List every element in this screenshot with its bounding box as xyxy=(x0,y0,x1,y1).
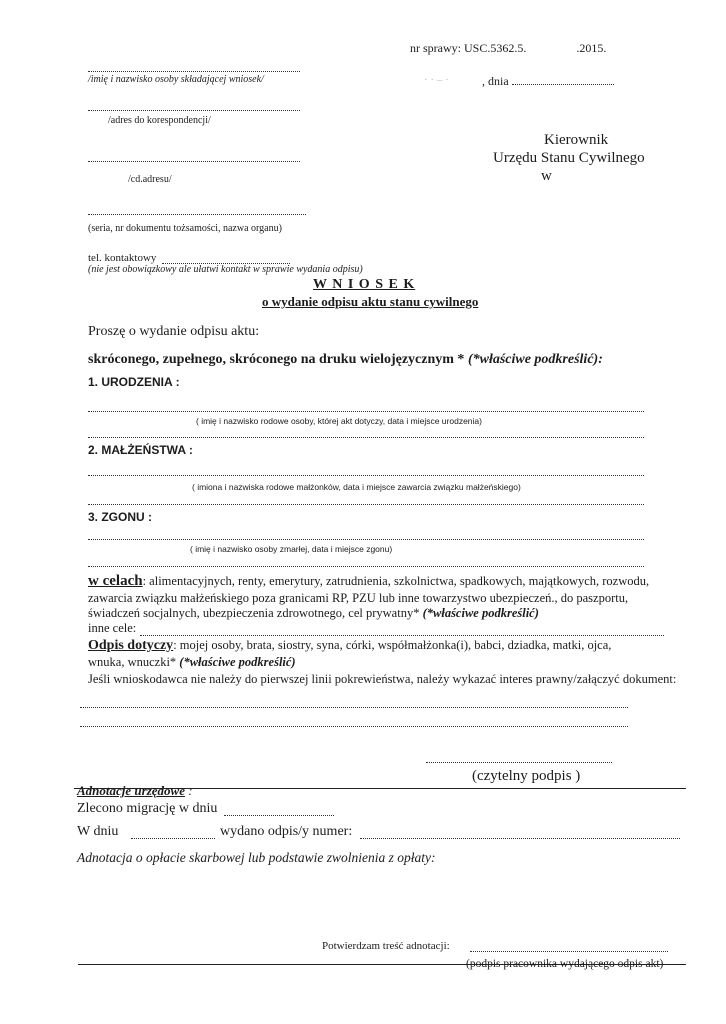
section-marriage-hint: ( imiona i nazwiska rodowe małżonków, data i miejsce zawarcia związku małżeńskiego) xyxy=(192,482,521,492)
legal-interest-line2[interactable] xyxy=(80,725,628,727)
section-birth-hint: ( imię i nazwisko rodowe osoby, której akt dotyczy, data i miejsce urodzenia) xyxy=(196,416,482,426)
addressee-line1: Kierownik xyxy=(544,132,609,148)
confirm-line[interactable] xyxy=(470,950,668,952)
concerns-row2 xyxy=(88,655,296,670)
fee-note: Adnotacja o opłacie skarbowej lub podstawie zwolnienia z opłaty: xyxy=(77,850,436,865)
copy-types-text: skróconego, zupełnego, skróconego na druku wielojęzycznym * xyxy=(88,352,465,367)
signature-line[interactable] xyxy=(426,761,612,763)
document-subtitle: o wydanie odpisu aktu stanu cywilnego xyxy=(262,294,479,309)
confirm-label: Potwierdzam treść adnotacji: xyxy=(322,940,450,952)
concerns-row1 xyxy=(88,638,611,654)
addressee-line3: w xyxy=(541,168,552,184)
signature-label: (czytelny podpis ) xyxy=(472,768,581,784)
addressee-line2: Urzędu Stanu Cywilnego xyxy=(493,150,645,166)
date-line[interactable] xyxy=(512,83,614,85)
section-birth-title: 1. URODZENIA : xyxy=(88,375,180,389)
purpose-label: w celach xyxy=(88,573,143,589)
address-cont-line[interactable] xyxy=(88,160,300,162)
migration-label: Zlecono migrację w dniu xyxy=(77,801,218,816)
purpose-line2: zawarcia związku małżeńskiego poza granicami RP, PZU lub inne towarzystwo ubezpieczeń., do paszportu, xyxy=(88,591,629,605)
place-blur: · · – · xyxy=(424,74,449,86)
address-line[interactable] xyxy=(88,109,300,111)
concerns-line1: : mojej osoby, brata, siostry, syna, córki, współmałżonka(i), babci, dziadka, matki, ojca, xyxy=(173,638,612,652)
applicant-name-line[interactable] xyxy=(88,70,300,72)
other-purposes-label: inne cele: xyxy=(88,621,137,635)
section-death-title: 3. ZGONU : xyxy=(88,510,153,524)
issued-date-line[interactable] xyxy=(131,837,215,839)
purpose-line3: świadczeń socjalnych, ubezpieczenia zdrowotnego, cel prywatny* xyxy=(88,606,420,620)
address-label: /adres do korespondencji/ xyxy=(108,115,211,126)
worker-signature-label: (podpis pracownika wydającego odpis akt) xyxy=(466,958,664,970)
concerns-label: Odpis dotyczy xyxy=(88,638,174,653)
annotations-colon: : xyxy=(188,783,193,798)
purpose-row1 xyxy=(88,573,649,590)
phone-note: (nie jest obowiązkowy ale ułatwi kontakt w sprawie wydania odpisu) xyxy=(88,264,363,275)
annotations-header xyxy=(77,783,193,799)
request-intro: Proszę o wydanie odpisu aktu: xyxy=(88,324,260,339)
section-birth-line1[interactable] xyxy=(88,410,644,412)
section-marriage-line1[interactable] xyxy=(88,474,644,476)
phone-label: tel. kontaktowy xyxy=(88,252,157,264)
section-death-line2[interactable] xyxy=(88,565,644,567)
other-purposes-line[interactable] xyxy=(140,634,664,636)
case-number-prefix: nr sprawy: USC.5362.5. xyxy=(410,41,527,55)
section-birth-line2[interactable] xyxy=(88,436,644,438)
section-marriage-line2[interactable] xyxy=(88,503,644,505)
section-death-line1[interactable] xyxy=(88,538,644,540)
case-year: .2015. xyxy=(576,41,607,55)
id-doc-line[interactable] xyxy=(88,213,306,215)
case-number xyxy=(410,41,606,56)
issued-number-line[interactable] xyxy=(360,837,680,839)
section-marriage-title: 2. MAŁŻEŃSTWA : xyxy=(88,443,193,457)
copy-types-note: (*właściwe podkreślić): xyxy=(467,352,603,367)
date-label: , dnia xyxy=(482,74,509,88)
copy-types xyxy=(88,352,603,368)
concerns-note: (*właściwe podkreślić) xyxy=(179,655,296,669)
legal-interest-line1[interactable] xyxy=(80,706,628,708)
issued-mid: wydano odpis/y numer: xyxy=(220,824,353,839)
annotations-title: Adnotacje urzędowe xyxy=(77,783,185,798)
purpose-row3 xyxy=(88,606,539,621)
section-death-hint: ( imię i nazwisko osoby zmarłej, data i miejsce zgonu) xyxy=(190,544,393,554)
purpose-note: (*właściwe podkreślić) xyxy=(422,606,539,620)
migration-date-line[interactable] xyxy=(224,814,334,816)
issued-prefix: W dniu xyxy=(77,824,119,839)
document-title: W N I O S E K xyxy=(313,277,416,292)
legal-interest-text: Jeśli wnioskodawca nie należy do pierwszej linii pokrewieństwa, należy wykazać interes prawny/załączyć dokument: xyxy=(88,672,677,686)
concerns-line2: wnuka, wnuczki* xyxy=(88,655,177,669)
address-cont-label: /cd.adresu/ xyxy=(128,174,172,185)
purpose-line1: : alimentacyjnych, renty, emerytury, zatrudnienia, szkolnictwa, spadkowych, majątkowych, rozwodu, xyxy=(142,574,650,588)
id-doc-label: (seria, nr dokumentu tożsamości, nazwa organu) xyxy=(88,223,282,234)
applicant-name-label: /imię i nazwisko osoby składającej wniosek/ xyxy=(88,74,264,85)
